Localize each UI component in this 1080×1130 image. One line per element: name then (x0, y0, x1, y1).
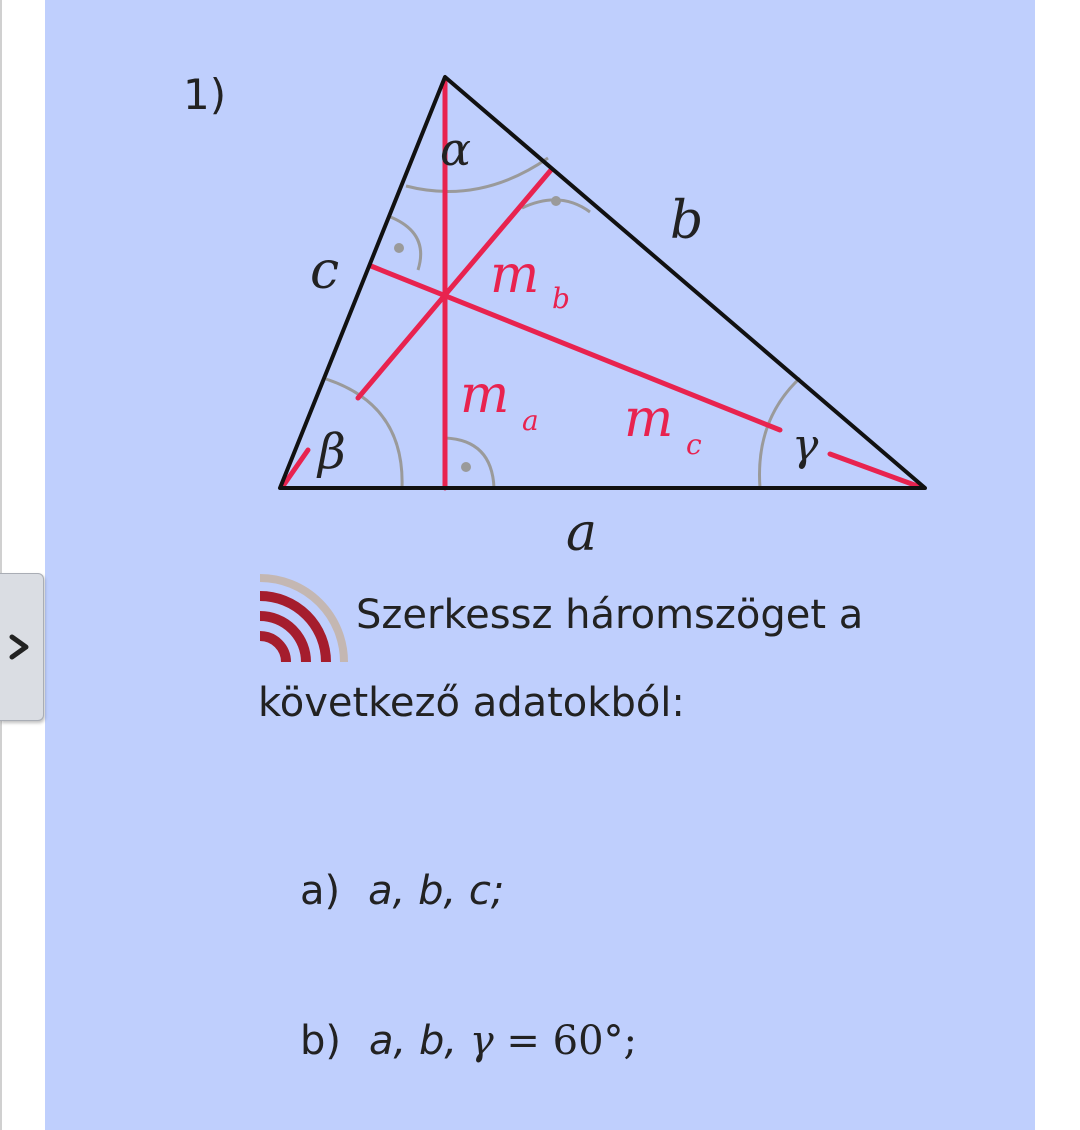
label-gamma: γ (792, 420, 819, 471)
label-side-a: a (566, 503, 598, 560)
item-expression-vars: a, b, (369, 1018, 458, 1064)
label-mb-sub: b (552, 282, 570, 315)
task-number: 1) (183, 70, 227, 119)
label-side-b: b (670, 191, 704, 251)
triangle-figure (0, 0, 1080, 560)
chevron-right-icon (6, 632, 34, 662)
label-side-c: c (310, 241, 340, 301)
instruction-line-2: következő adatokból: (258, 680, 685, 726)
item-expression-gamma: γ (469, 1018, 494, 1064)
item-expression-rest: = 60°; (493, 1018, 637, 1064)
task-item-a (300, 868, 504, 914)
sidebar-toggle-button[interactable] (0, 573, 44, 721)
item-letter: b) (300, 1018, 341, 1064)
difficulty-signal-icon (258, 572, 348, 662)
label-alpha: α (440, 122, 472, 176)
right-angle-mark-ma (445, 438, 494, 488)
label-beta: β (318, 424, 346, 480)
item-expression: a, b, c; (368, 868, 505, 914)
altitude-mc (371, 266, 780, 430)
altitude-mb-lower (358, 295, 445, 398)
right-angle-dot-mb (551, 196, 561, 206)
item-letter: a) (300, 868, 341, 914)
task-item-b (300, 1018, 637, 1064)
right-angle-dot-mc (394, 243, 404, 253)
right-angle-mark-mc (388, 216, 421, 270)
right-angle-dot-ma (461, 462, 471, 472)
label-ma: m (460, 365, 510, 425)
instruction-line-1: Szerkessz háromszöget a (356, 592, 864, 638)
label-ma-sub: a (522, 404, 539, 437)
triangle (280, 77, 925, 488)
label-mb: m (490, 245, 540, 305)
alpha-angle-arc (406, 158, 548, 191)
instruction-text (258, 572, 948, 744)
label-mc-sub: c (686, 428, 702, 461)
label-mc: m (624, 389, 674, 449)
